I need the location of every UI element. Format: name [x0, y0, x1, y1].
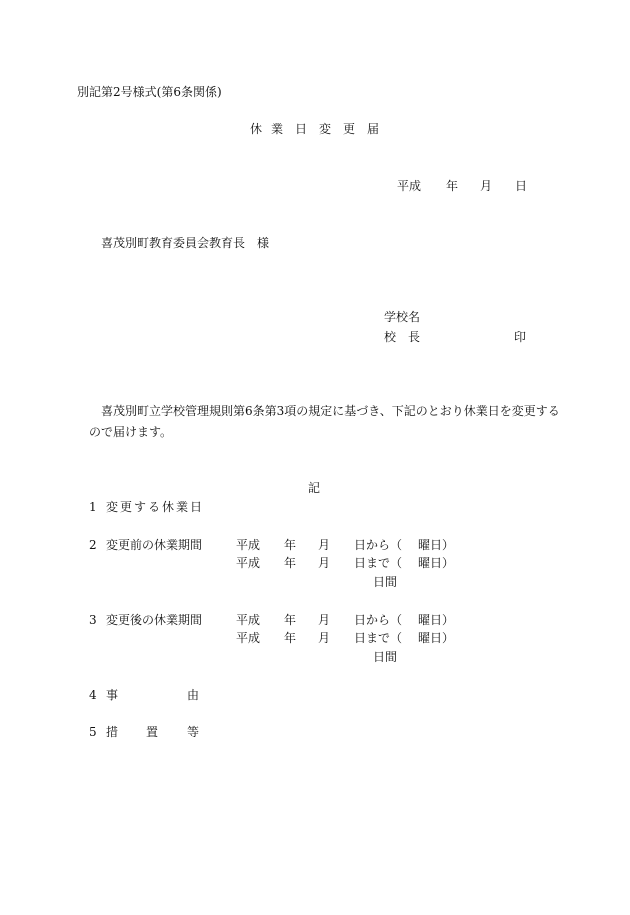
- item-3-row-1-month: 月: [318, 613, 331, 627]
- item-3-row-1-year: 年: [284, 613, 297, 627]
- item-2-row-1-year: 年: [284, 538, 297, 552]
- item-2-row-1-from: 日から（: [354, 538, 403, 552]
- item-3-row-2-month: 月: [318, 631, 331, 645]
- item-5-label-2: 置: [146, 725, 159, 739]
- item-2-row-1-month: 月: [318, 538, 331, 552]
- date-month: 月: [480, 179, 493, 193]
- item-3-row-2-era: 平成: [236, 631, 261, 645]
- item-2-row-1-weekday: 曜日）: [418, 538, 455, 552]
- item-2-days: 日間: [373, 575, 398, 589]
- item-2-row-2-until: 日まで（: [354, 556, 403, 570]
- form-title-char-1: 休: [250, 122, 263, 136]
- item-4-label-end: 由: [187, 688, 200, 702]
- item-3-row-2-year: 年: [284, 631, 297, 645]
- item-2-row-2-era: 平成: [236, 556, 261, 570]
- item-3-row-1-era: 平成: [236, 613, 261, 627]
- item-3-row-2-until: 日まで（: [354, 631, 403, 645]
- item-4-label-start: 事: [106, 688, 119, 702]
- item-2-row-1-era: 平成: [236, 538, 261, 552]
- form-title-char-6: 届: [367, 122, 380, 136]
- principal-label: 校 長: [384, 330, 421, 344]
- item-2-label: 変更前の休業期間: [106, 538, 203, 552]
- item-1-number: 1: [89, 500, 97, 514]
- body-text-line-2: ので届けます。: [89, 425, 173, 439]
- item-3-number: 3: [89, 613, 97, 627]
- item-3-label: 変更後の休業期間: [106, 613, 203, 627]
- form-title-char-2: 業: [271, 122, 284, 136]
- date-era: 平成: [397, 179, 422, 193]
- body-text-line-1: 喜茂別町立学校管理規則第6条第3項の規定に基づき、下記のとおり休業日を変更する: [101, 404, 560, 418]
- item-5-label-1: 措: [106, 725, 119, 739]
- form-reference: 別記第2号様式(第6条関係): [77, 85, 222, 99]
- item-2-number: 2: [89, 538, 97, 552]
- date-year: 年: [446, 179, 459, 193]
- form-title-char-3: 日: [295, 122, 308, 136]
- item-2-row-2-weekday: 曜日）: [418, 556, 455, 570]
- item-1-label: 変更する休業日: [106, 500, 205, 514]
- school-name-label: 学校名: [384, 310, 421, 324]
- item-3-row-2-weekday: 曜日）: [418, 631, 455, 645]
- item-4-number: 4: [89, 688, 97, 702]
- item-2-row-2-month: 月: [318, 556, 331, 570]
- addressee: 喜茂別町教育委員会教育長 様: [101, 236, 270, 250]
- item-2-row-2-year: 年: [284, 556, 297, 570]
- item-3-row-1-from: 日から（: [354, 613, 403, 627]
- date-day: 日: [515, 179, 528, 193]
- ki-mark: 記: [308, 481, 321, 495]
- form-title-char-5: 更: [343, 122, 356, 136]
- form-title-char-4: 変: [319, 122, 332, 136]
- item-3-days: 日間: [373, 650, 398, 664]
- item-5-label-3: 等: [187, 725, 200, 739]
- seal-mark: 印: [514, 330, 527, 344]
- item-3-row-1-weekday: 曜日）: [418, 613, 455, 627]
- item-5-number: 5: [89, 725, 97, 739]
